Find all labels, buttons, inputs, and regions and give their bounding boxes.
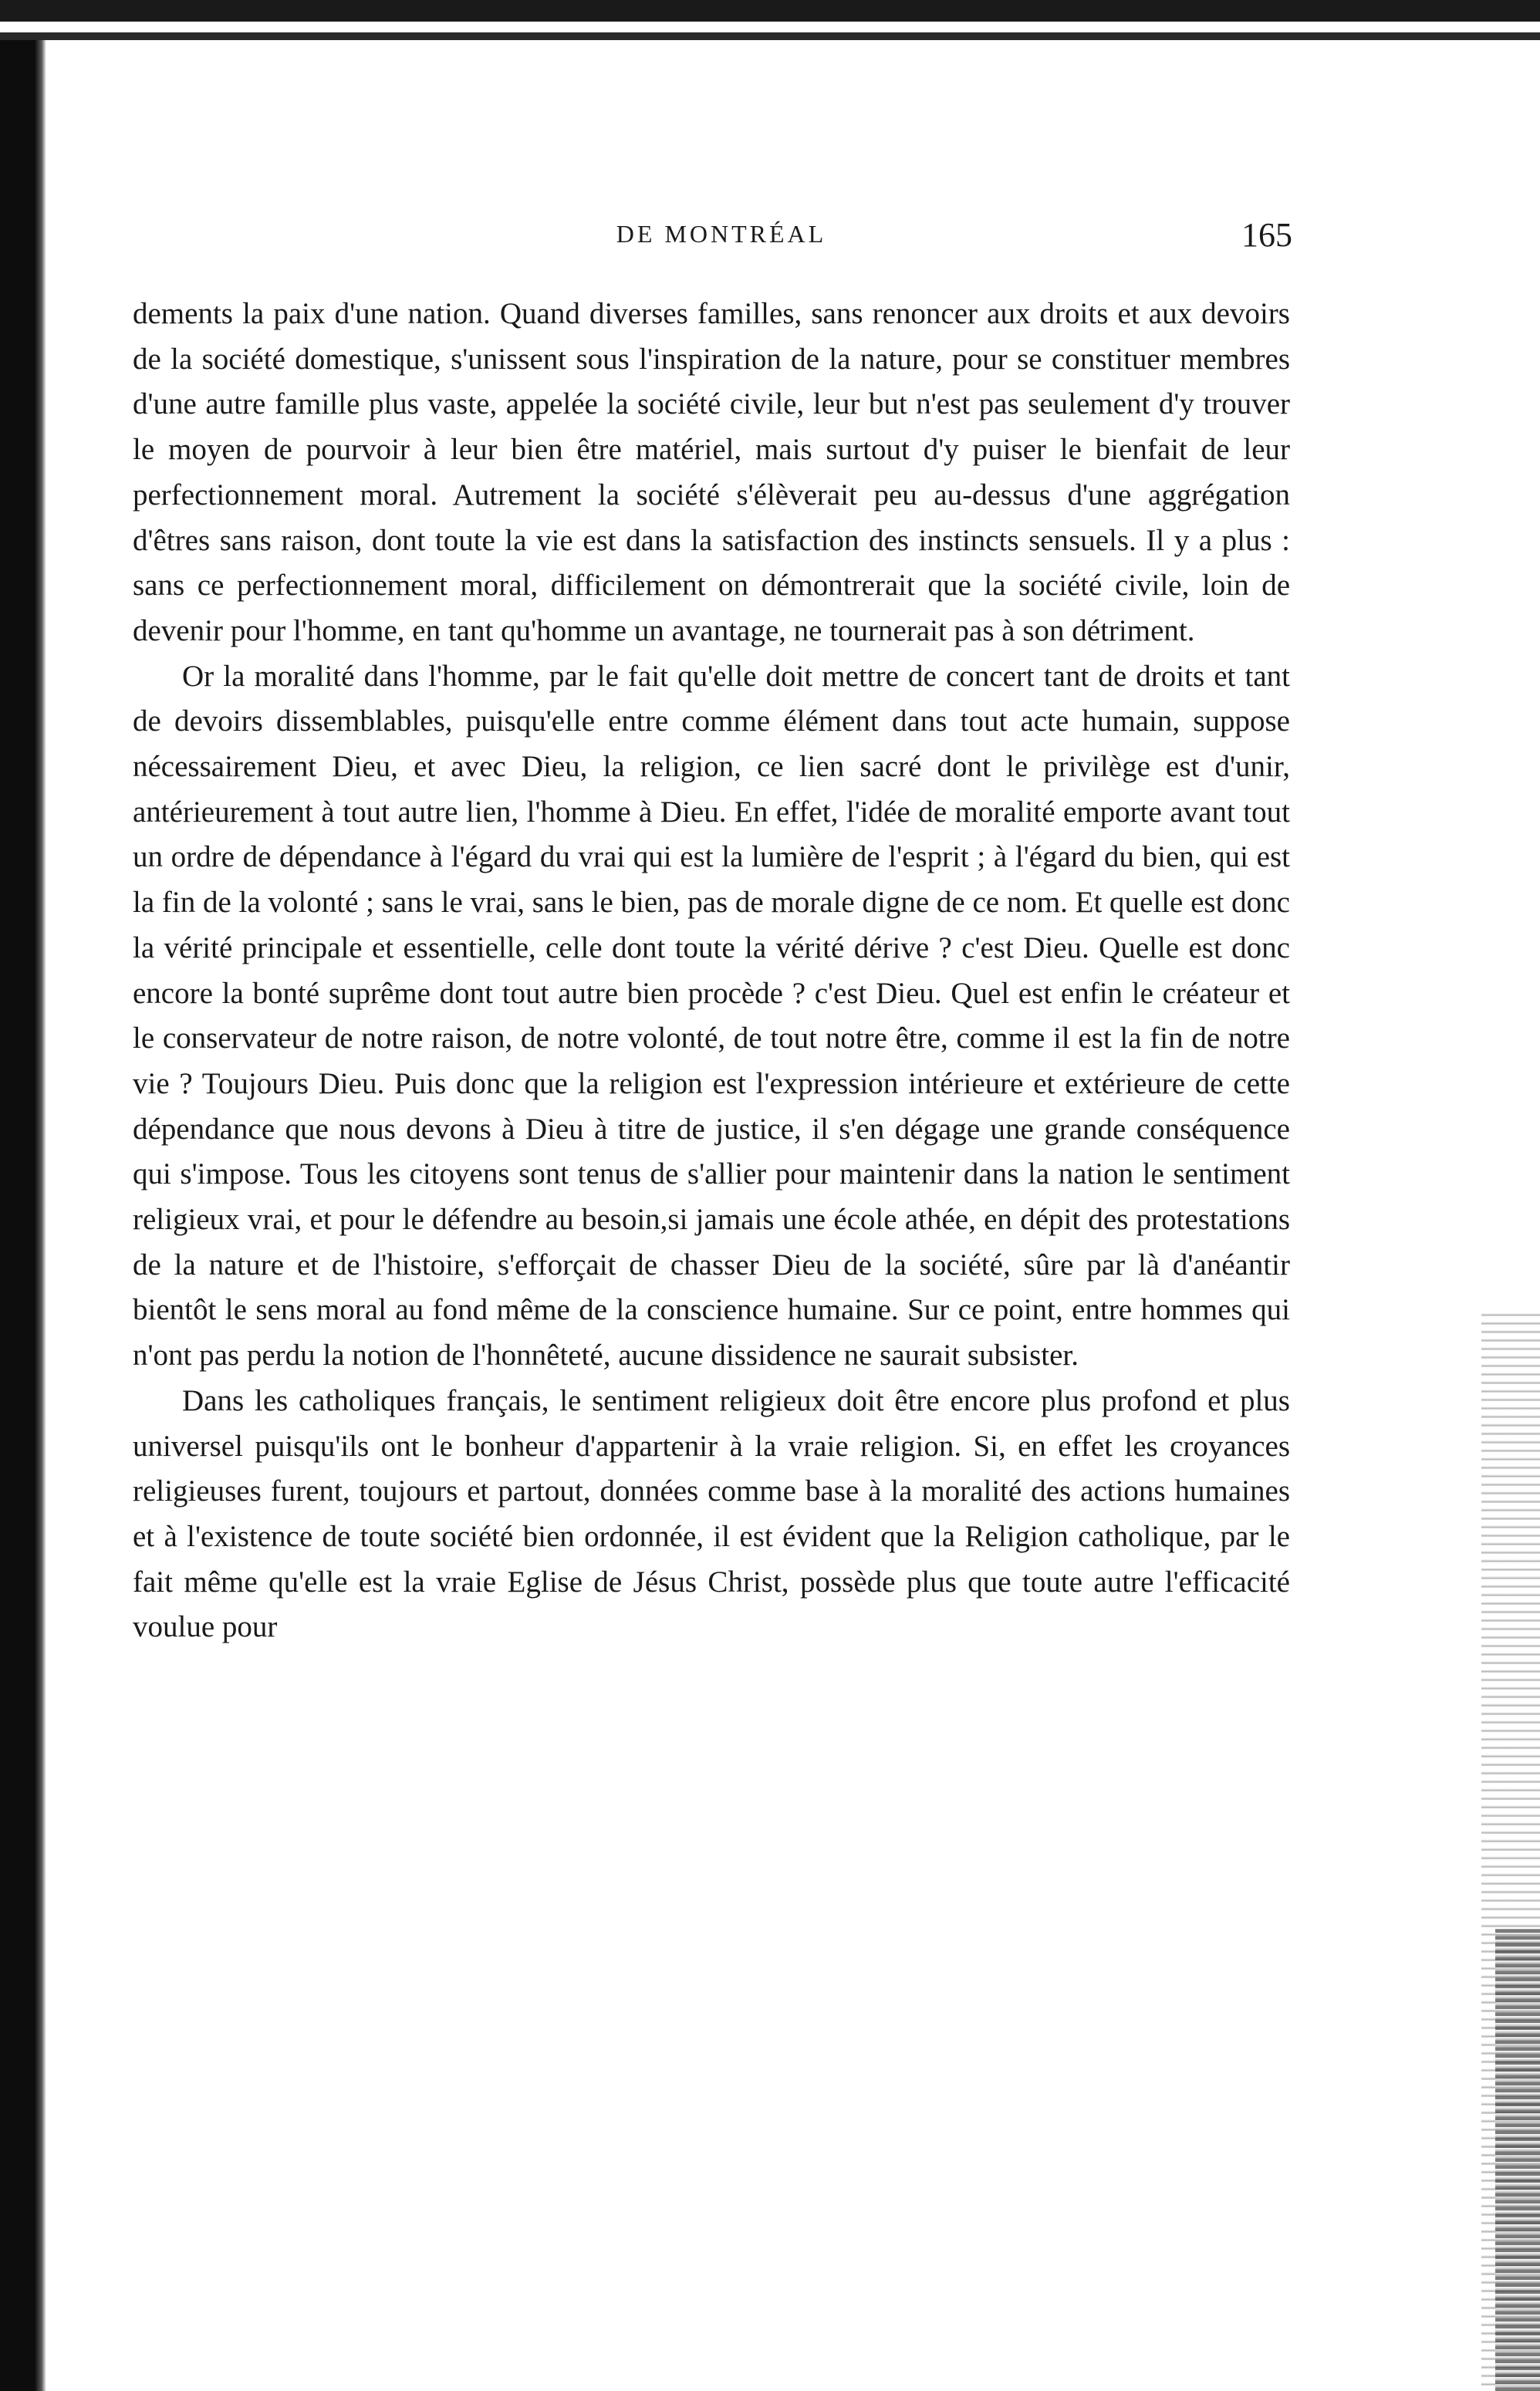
page-number: 165 xyxy=(1241,216,1292,254)
page-header xyxy=(150,216,1292,266)
paragraph-continued: dements la paix d'une nation. Quand diverses familles, sans renoncer aux droits et aux devoirs de la société domestique, s'unissent sous l'inspiration de la nature, pour se constituer membres d'une autre famille plus vaste, appelée la société civile, leur but n'est pas seulement d'y trouver le moyen de pourvoir à leur bien être matériel, mais surtout d'y puiser le bienfait de leur perfectionnement moral. Autrement la société s'élèverait peu au-dessus d'une aggrégation d'êtres sans raison, dont toute la vie est dans la satisfaction des instincts sensuels. Il y a plus : sans ce perfectionnement moral, difficilement on démontrerait que la société civile, loin de devenir pour l'homme, en tant qu'homme un avantage, ne tournerait pas à son détriment. xyxy=(133,297,1290,647)
running-head: DE MONTRÉAL xyxy=(616,220,827,248)
scan-right-edge-noise-bottom xyxy=(1495,1929,1540,2391)
body-text xyxy=(133,292,1290,1650)
paragraph: Or la moralité dans l'homme, par le fait qu'elle doit mettre de concert tant de droits et tant de devoirs dissemblables, puisqu'elle entre comme élément dans tout acte humain, suppose nécessairement Dieu, et avec Dieu, la religion, ce lien sacré dont le privilège est d'unir, antérieurement à tout autre lien, l'homme à Dieu. En effet, l'idée de moralité emporte avant tout un ordre de dépendance à l'égard du vrai qui est la lumière de l'esprit ; à l'égard du bien, qui est la fin de la volonté ; sans le vrai, sans le bien, pas de morale digne de ce nom. Et quelle est donc la vérité principale et essentielle, celle dont toute la vérité dérive ? c'est Dieu. Quelle est donc encore la bonté suprême dont tout autre bien procède ? c'est Dieu. Quel est enfin le créateur et le conservateur de notre raison, de notre volonté, de tout notre être, comme il est la fin de notre vie ? Toujours Dieu. Puis donc que la religion est l'expression intérieure et extérieure de cette dépendance que nous devons à Dieu à titre de justice, il s'en dégage une grande conséquence qui s'impose. Tous les citoyens sont tenus de s'allier pour maintenir dans la nation le sentiment religieux vrai, et pour le défendre au besoin,si jamais une école athée, en dépit des protestations de la nature et de l'histoire, s'efforçait de chasser Dieu de la société, sûre par là d'anéantir bientôt le sens moral au fond même de la conscience humaine. Sur ce point, entre hommes qui n'ont pas perdu la notion de l'honnêteté, aucune dissidence ne saurait subsister. xyxy=(133,659,1290,1373)
scan-left-edge xyxy=(0,40,46,2391)
paragraph: Dans les catholiques français, le sentiment religieux doit être encore plus profond et plus universel puisqu'ils ont le bonheur d'appartenir à la vraie religion. Si, en effet les croyances religieuses furent, toujours et partout, données comme base à la moralité des actions humaines et à l'existence de toute société bien ordonnée, il est évident que la Religion catholique, par le fait même qu'elle est la vraie Eglise de Jésus Christ, possède plus que toute autre l'efficacité voulue pour xyxy=(133,1383,1290,1644)
scan-top-gap xyxy=(0,22,1540,32)
scan-top-border xyxy=(0,0,1540,22)
scan-top-rule xyxy=(0,32,1540,40)
